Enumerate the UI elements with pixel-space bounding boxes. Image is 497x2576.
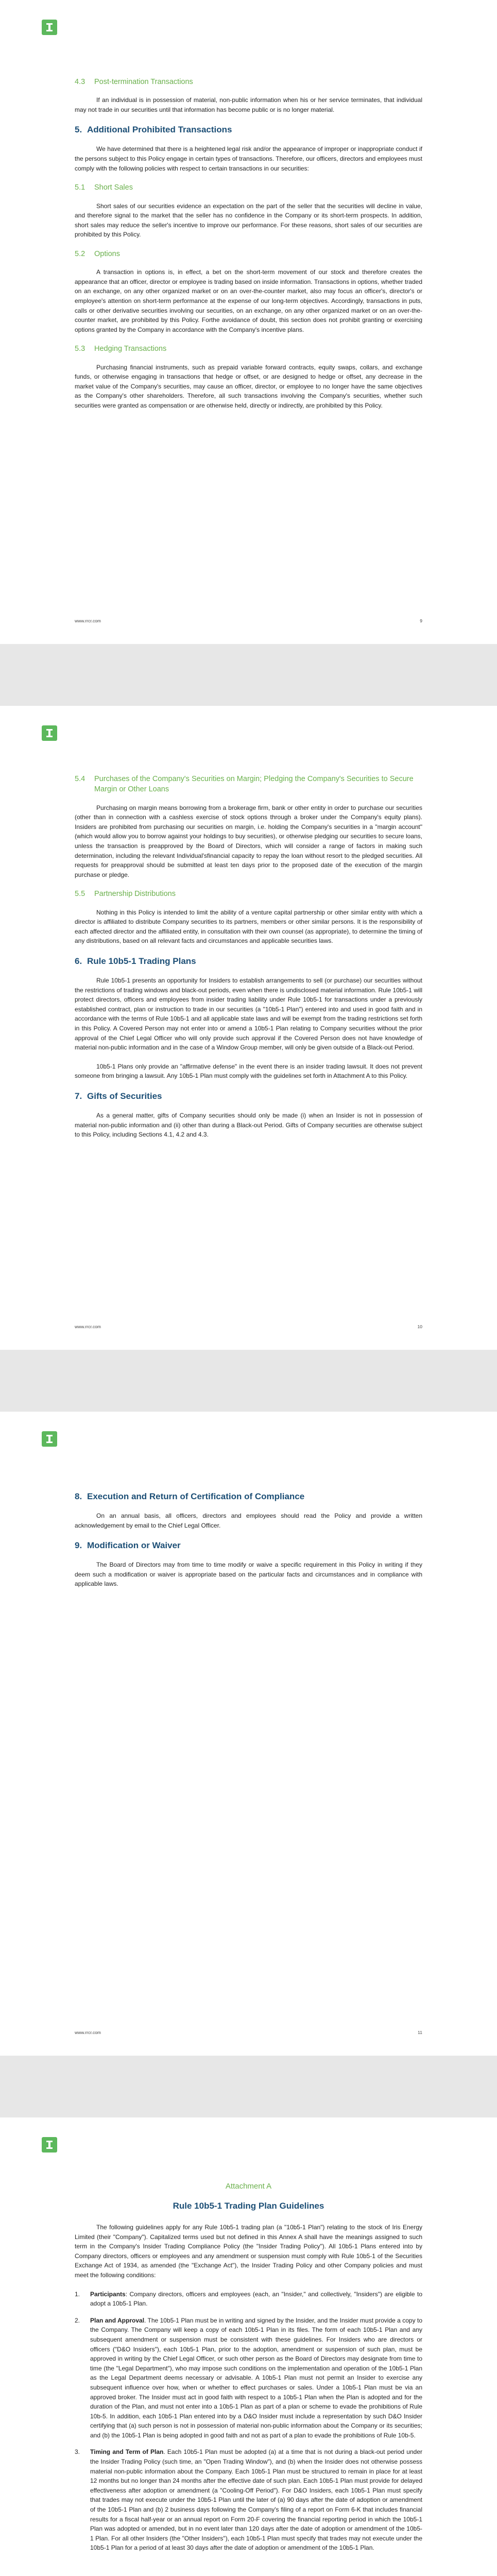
- section-heading-5-2: 5.2 Options: [75, 249, 120, 258]
- section-heading-9: 9. Modification or Waiver: [75, 1540, 181, 1551]
- list-item: [75, 2447, 422, 2553]
- section-heading-5-5: 5.5 Partnership Distributions: [75, 890, 176, 899]
- page-content: [75, 1481, 422, 1598]
- section-body-7: As a general matter, gifts of Company securities should only be made (i) when an Insider is not in possession of material non-public information and (ii) other than during a Black-out Period. Gifts of Company securities are otherwise subject to this Policy, including Sections 4.1, 4.2 and 4.3.: [75, 1111, 422, 1139]
- guidelines-list: [75, 2290, 422, 2553]
- page-footer: [75, 1324, 422, 1329]
- section-body-5-1: Short sales of our securities evidence an expectation on the part of the seller that the securities will decline in value, and therefore signal to the market that the seller has no confidence in the Company or its short-term prospects. In addition, short sales may reduce the seller's incentive to improve our performance. For these reasons, short sales of our securities are prohibited by this Policy.: [75, 202, 422, 239]
- page-footer: [75, 2030, 422, 2035]
- page-number: 11: [418, 2030, 422, 2035]
- section-body-5-3: Purchasing financial instruments, such as prepaid variable forward contracts, equity swaps, collars, and exchange funds, or otherwise engaging in transactions that hedge or offset, or are designed to hedge or offset, any decrease in the market value of the Company's securities, may cause an officer, director, or employee to no longer have the same objectives as the Company's other shareholders. Therefore, all such transactions involving the Company's securities, whether such securities were granted as compensation or are otherwise held, directly or indirectly, are prohibited by this Policy.: [75, 363, 422, 410]
- company-logo-icon: [42, 1431, 57, 1447]
- list-item-text: . Each 10b5-1 Plan must be adopted (a) at a time that is not during a black-out period under the Insider Trading Policy (such time, an "Open Trading Window"), and (b) when the Insider does not otherwise possess material non-public information about the Company. Each 10b5-1 Plan must be structured to remain in place for at least 12 months but no longer than 24 months after the effective date of such plan. Each 10b5-1 Plan must provide for delayed effectiveness after adoption or amendment (a "Cooling-Off Period"). For D&O Insiders, each 10b5-1 Plan must specify that trades may not execute under the 10b5-1 Plan until the later of (a) 90 days after the date of adoption or amendment of the 10b5-1 Plan and (b) 2 business days following the Company's filing of a report on Form 6-K that includes financial results for a fiscal half-year or an annual report on Form 20-F covering the financial reporting period in which the 10b5-1 Plan was adopted or amended, but in no event later than 120 days after the date of adoption or amendment of the 10b5-1 Plan. For all other Insiders (the "Other Insiders"), each 10b5-1 Plan must specify that trades may not execute under the 10b5-1 Plan for a period of at least 30 days after the date of adoption or amendment of the 10b5-1 Plan.: [90, 2448, 422, 2552]
- section-heading-6: 6. Rule 10b5-1 Trading Plans: [75, 956, 196, 967]
- document-page-attachment-a: [0, 2117, 497, 2576]
- document-page-10: [0, 706, 497, 1350]
- list-item-text: . The 10b5-1 Plan must be in writing and signed by the Insider, and the Insider must provide a copy to the Company. The Company will keep a copy of each 10b5-1 Plan in its files. The form of each 10b5-1 Plan and any subsequent amendment or suspension must be consistent with these guidelines. For Insiders who are directors or officers ("D&O Insiders"), each 10b5-1 Plan, prior to the adoption, amendment or suspension of such plan, must be approved in writing by the Chief Legal Officer, or such other person as the Board of Directors may designate from time to time (the "Legal Department"), who may impose such conditions on the implementation and operation of the 10b5-1 Plan as the Legal Department deems necessary or advisable. A 10b5-1 Plan must not permit an Insider to exercise any subsequent influence over how, when or whether to effect purchases or sales. Under a 10b5-1 Plan must be via an approved broker. The Insider must act in good faith with respect to a 10b5-1 Plan when the Plan is adopted and for the duration of the Plan, and must not enter into a 10b5-1 Plan as part of a plan or scheme to evade the prohibitions of Rule 10b-5. In addition, each 10b5-1 Plan entered into by a D&O Insider must include a representation by such D&O Insider certifying that (a) such person is not in possession of material non-public information about the Company or its securities; and (b) the 10b5-1 Plan is being adopted in good faith and not as part of a plan to evade the prohibitions of Rule 10b-5.: [90, 2316, 423, 2439]
- document-page-9: [0, 0, 497, 644]
- list-item: [75, 2290, 422, 2309]
- attachment-subtitle: Rule 10b5-1 Trading Plan Guidelines: [173, 2201, 324, 2211]
- list-item-lead: Participants: [90, 2290, 126, 2298]
- section-body-5-5: Nothing in this Policy is intended to limit the ability of a venture capital partnership or other similar entity with which a director is affiliated to distribute Company securities to its partners, members or other similar persons. It is the responsibility of each affected director and the affiliated entity, in consultation with their own counsel (as appropriate), to determine the timing of any distributions, based on all relevant facts and circumstances and applicable securities laws.: [75, 908, 422, 945]
- section-body-5-2: A transaction in options is, in effect, a bet on the short-term movement of our stock and therefore creates the appearance that an officer, director or employee is trading based on inside information. Transactions in options, whether traded on an exchange, on any other organized market or on an over-the-counter market, also may focus an officer's, director's or employee's attention on short-term performance at the expense of our long-term objectives. Accordingly, transactions in puts, calls or other derivative securities involving our securities, on an exchange, on any other organized market or on an over-the-counter market, are prohibited by this Policy. Forthe avoidance of doubt, this section does not prohibit granting or exercising options granted by the Company in accordance with the Company's incentive plans.: [75, 268, 422, 333]
- list-item-number: 1.: [75, 2290, 80, 2298]
- footer-site[interactable]: www.rrcr.com: [75, 618, 101, 623]
- section-body-6-para-2: 10b5-1 Plans only provide an "affirmative defense" in the event there is an insider trading lawsuit. It does not prevent someone from bringing a lawsuit. Any 10b5-1 Plan must comply with the guidelines set forth in Attachment A to this Policy.: [75, 1062, 422, 1080]
- list-item-number: 3.: [75, 2448, 80, 2456]
- document-page-11: [0, 1412, 497, 2056]
- section-body-5-4: Purchasing on margin means borrowing from a brokerage firm, bank or other entity in order to purchase our securities (other than in connection with a cashless exercise of stock options through a broker under the Company's equity plans). Insiders are prohibited from purchasing our securities on margin, i.e. holding the Company's securities in a "margin account" (which would allow you to borrow against your holdings to buy securities), or otherwise pledging our securities to secure loans, unless the transaction is preapproved by the Board of Directors, which will consider a range of factors in making such determination, including the relevant Individual'sfinancial capacity to repay the loan without resort to the pledged securities. All requests for preapproval should be submitted at least ten days prior to the proposed date of the execution of the margin purchase or pledge.: [75, 804, 422, 878]
- section-body-8: On an annual basis, all officers, directors and employees should read the Policy and provide a written acknowledgement by email to the Chief Legal Officer.: [75, 1512, 422, 1529]
- list-item-lead: Timing and Term of Plan: [90, 2448, 164, 2456]
- section-heading-5: 5. Additional Prohibited Transactions: [75, 125, 232, 135]
- page-number: 10: [417, 1324, 422, 1329]
- section-heading-4-3: 4.3 Post-termination Transactions: [75, 78, 193, 86]
- page-content: [75, 70, 422, 420]
- section-body-4-3: If an individual is in possession of material, non-public information when his or her service terminates, that individual may not trade in our securities until that information has become public or is no longer material.: [75, 96, 422, 113]
- section-heading-5-4: 5.4 Purchases of the Company's Securities on Margin; Pledging the Company's Securities to Secure Margin or Other Loans: [75, 775, 414, 794]
- section-heading-5-1: 5.1 Short Sales: [75, 183, 133, 192]
- page-number: 9: [420, 618, 422, 623]
- page-content: [75, 767, 422, 1149]
- list-item-text: : Company directors, officers and employees (each, an "Insider," and collectively, "Insiders") are eligible to adopt a 10b5-1 Plan.: [90, 2290, 422, 2308]
- company-logo-icon: [42, 2137, 57, 2153]
- page-footer: [75, 618, 422, 623]
- footer-site[interactable]: www.rrcr.com: [75, 1324, 101, 1329]
- page-content: [75, 2182, 422, 2560]
- list-item: [75, 2316, 422, 2441]
- attachment-intro: The following guidelines apply for any Rule 10b5-1 trading plan (a "10b5-1 Plan") relating to the stock of Iris Energy Limited (their "Company"). Capitalized terms used but not defined in this Annex A shall have the meanings assigned to such term in the Company's Insider Trading Compliance Policy (the "Insider Trading Policy"). All 10b5-1 Plans entered into by Company directors, officers or employees and any amendment or suspension must comply with Rule 10b5-1 of the Securities Exchange Act of 1934, as amended (the "Exchange Act"), the Insider Trading Policy and other Company policies and must meet the following conditions:: [75, 2224, 422, 2279]
- attachment-title: Attachment A: [225, 2182, 272, 2191]
- section-body-9: The Board of Directors may from time to time modify or waive a specific requirement in this Policy in writing if they deem such a modification or waiver is appropriate based on the particular facts and circumstances and in compliance with applicable laws.: [75, 1561, 422, 1588]
- section-heading-8: 8. Execution and Return of Certification of Compliance: [75, 1492, 305, 1501]
- company-logo-icon: [42, 725, 57, 741]
- list-item-lead: Plan and Approval: [90, 2316, 145, 2324]
- footer-site[interactable]: www.rrcr.com: [75, 2030, 101, 2035]
- section-heading-5-3: 5.3 Hedging Transactions: [75, 345, 167, 353]
- company-logo-icon: [42, 20, 57, 35]
- section-body-6-para-1: Rule 10b5-1 presents an opportunity for Insiders to establish arrangements to sell (or purchase) our securities without the restrictions of trading windows and black-out periods, even when there is undisclosed material information. Rule 10b5-1 will protect directors, officers and employees from insider trading liability under Rule 10b5-1 for transactions under a previously established contract, plan or instruction to trade in our securities (a "10b5-1 Plan") entered into and used in good faith and in accordance with the terms of Rule 10b5-1 and all applicable state laws and will be exempt from the trading restrictions set forth in this Policy. A Covered Person may not enter into or amend a 10b5-1 Plan relating to Company securities without the prior approval of the Chief Legal Officer who will only provide such approval if the Covered Person does not have knowledge of material non-public information and in the case of a Window Group member, will only be given outside of a Black-out Period.: [75, 977, 422, 1052]
- list-item-number: 2.: [75, 2316, 80, 2324]
- section-body-5: We have determined that there is a heightened legal risk and/or the appearance of improper or inappropriate conduct if the persons subject to this Policy engage in certain types of transactions. Therefore, our officers, directors and employees must comply with the following policies with respect to certain transactions in our securities:: [75, 145, 422, 172]
- section-heading-7: 7. Gifts of Securities: [75, 1091, 162, 1101]
